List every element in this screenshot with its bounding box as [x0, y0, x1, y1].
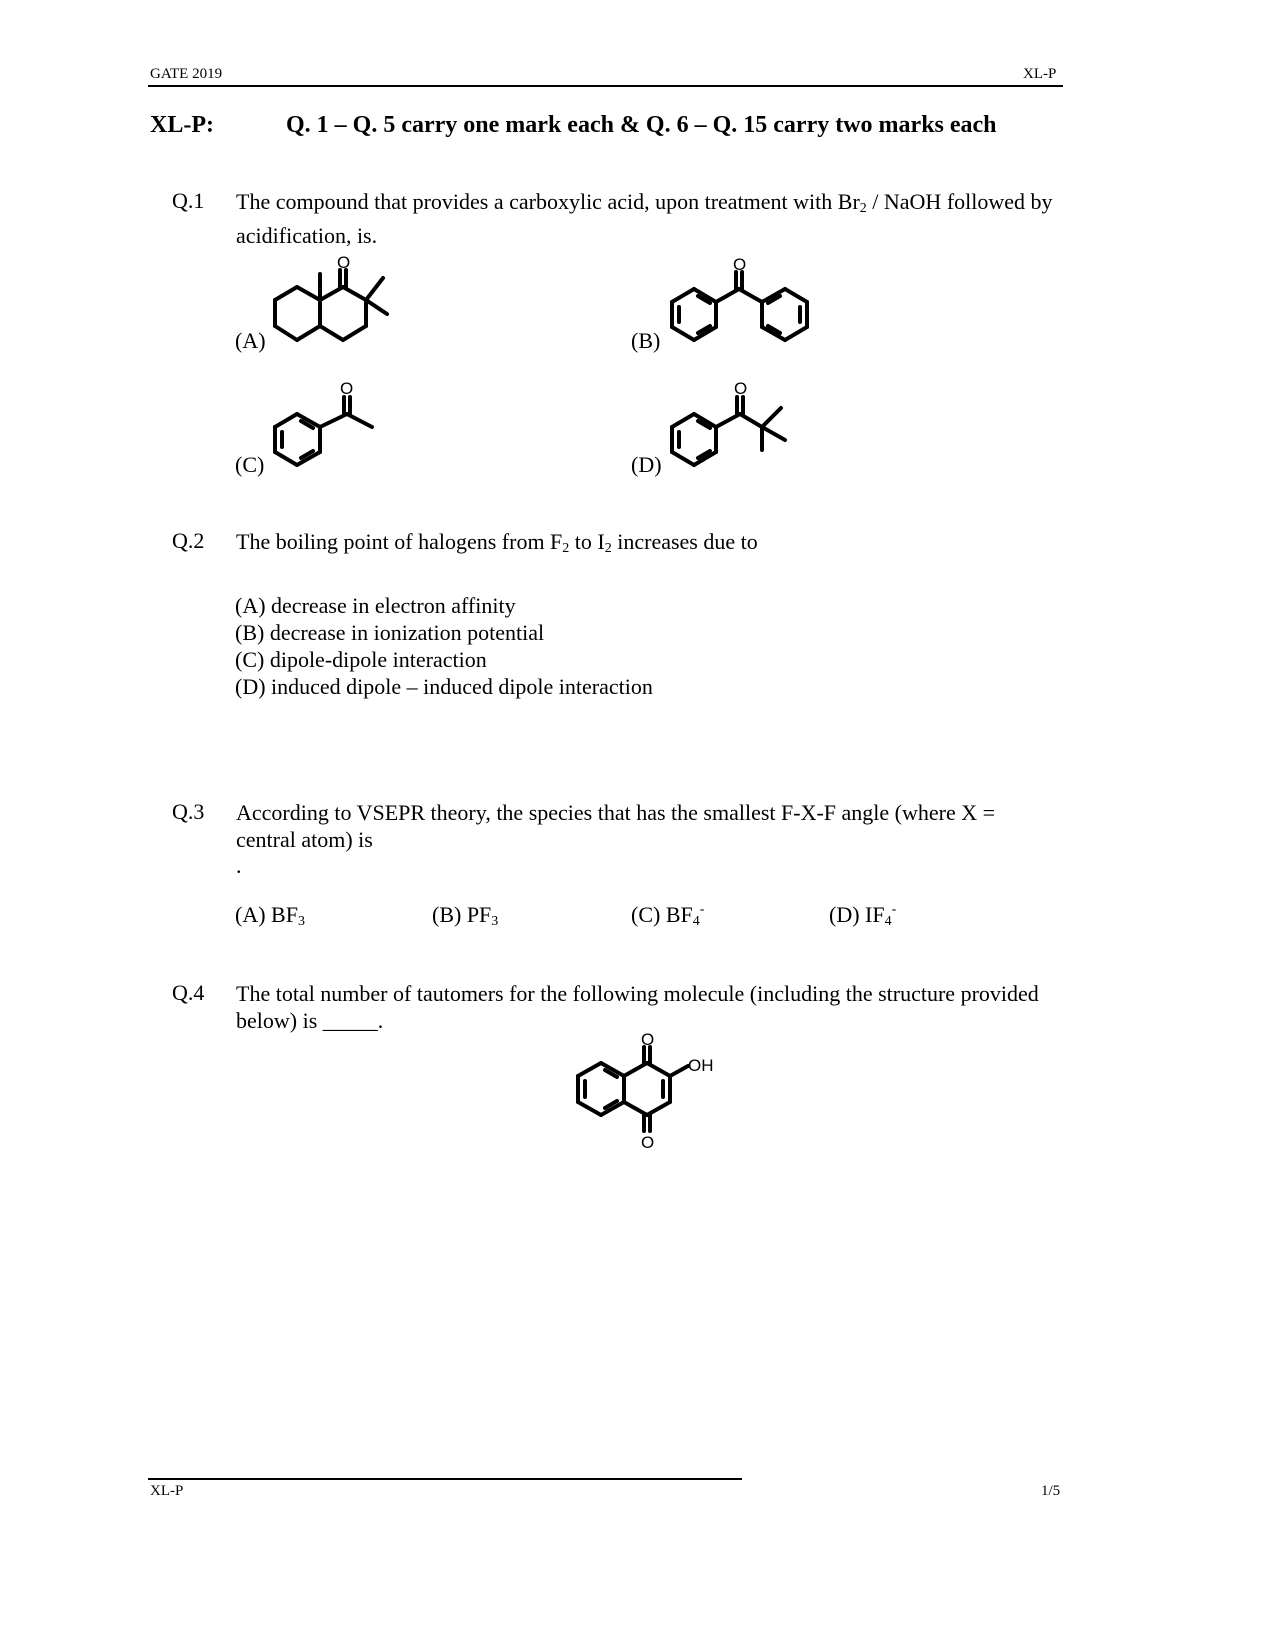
option-c: (C) $BF_4^-$ [631, 902, 705, 929]
question-number: Q.4 [172, 980, 205, 1005]
option-d: (D) induced dipole – induced dipole interaction [235, 674, 653, 699]
footer-rule [148, 1478, 742, 1480]
question-text: The total number of tautomers for the following molecule (including the structure provided below) is _____. [236, 981, 1039, 1033]
question-number: Q.2 [172, 528, 205, 553]
option-b: (B) decrease in ionization potential [235, 620, 545, 645]
option-a: (A) decrease in electron affinity [235, 593, 516, 618]
question-text: The compound that provides a carboxylic acid, upon treatment with $Br_2$ / NaOH followed by acidification, is. [236, 189, 1053, 248]
svg-text:O: O [641, 1133, 655, 1152]
header-paper-code: XL-P [1023, 66, 1057, 82]
question-number: Q.3 [172, 799, 205, 824]
question-text: The boiling point of halogens from $F_2$ to $I_2$ increases due to [236, 529, 758, 556]
section-code: XL-P: [150, 112, 214, 138]
footer-page-number: 1/5 [1041, 1483, 1061, 1499]
option-b: (B) $PF_3$ [432, 902, 499, 929]
svg-text:O: O [641, 1030, 655, 1049]
question-text: According to VSEPR theory, the species that has the smallest F-X-F angle (where X = central atom) is [236, 800, 996, 852]
option-label-d: (D) [631, 452, 662, 477]
header-exam-title: GATE 2019 [150, 66, 223, 82]
option-c: (C) dipole-dipole interaction [235, 647, 487, 672]
option-label-c: (C) [235, 452, 265, 477]
stray-dot: . [236, 853, 242, 878]
question-number: Q.1 [172, 188, 205, 213]
option-d: (D) $IF_4^-$ [829, 902, 897, 929]
svg-text:OH: OH [688, 1056, 714, 1075]
svg-text:O: O [340, 379, 354, 398]
svg-text:O: O [337, 253, 351, 272]
section-instructions: Q. 1 – Q. 5 carry one mark each & Q. 6 – Q. 15 carry two marks each [286, 112, 997, 138]
option-label-b: (B) [631, 328, 661, 353]
option-a: (A) $BF_3$ [235, 902, 305, 929]
svg-text:O: O [734, 379, 748, 398]
footer-paper-code: XL-P [150, 1483, 184, 1499]
option-label-a: (A) [235, 328, 266, 353]
svg-text:O: O [733, 255, 747, 274]
